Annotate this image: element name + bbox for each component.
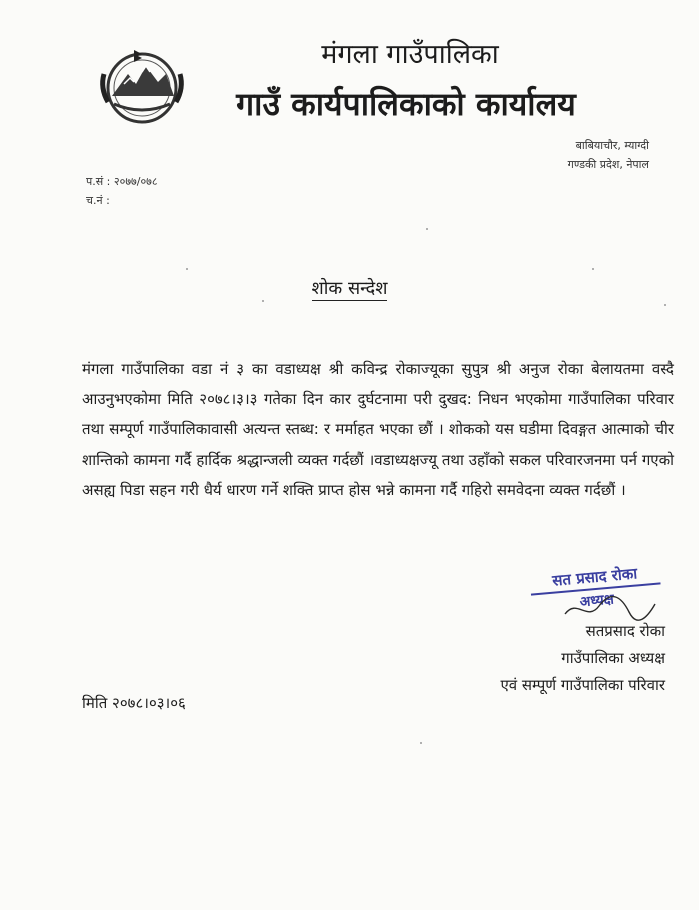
scan-speck [262, 300, 264, 302]
office-address [568, 136, 649, 174]
reference-block [86, 172, 158, 210]
dispatch-number: च.नं : [86, 194, 110, 207]
subject-heading [0, 276, 699, 302]
stamp-title: अध्यक्ष [579, 591, 615, 611]
address-line-2: गण्डकी प्रदेश, नेपाल [567, 158, 649, 171]
office-title-line: गाउँ कार्यपालिकाको कार्यालय [236, 85, 576, 123]
stamp-name: सत प्रसाद रोका [529, 560, 661, 595]
subject-text: शोक सन्देश [311, 278, 388, 299]
address-line-1: बाबियाचौर, म्याग्दी [575, 139, 649, 152]
letter-number: प.सं : २०७७/०७८ [86, 175, 158, 188]
signatory-family: एवं सम्पूर्ण गाउँपालिका परिवार [500, 676, 665, 694]
condolence-body: मंगला गाउँपालिका वडा नं ३ का वडाध्यक्ष श्री कविन्द्र रोकाज्यूका सुपुत्र श्री अनुज रोका बेलायतमा वस्दै आउनुभएकोमा मिति २०७८।३।३ गतेका दिन कार दुर्घटनामा परी दुखद: निधन भएकोमा गाउँपालिका परिवार तथा सम्पूर्ण गाउँपालिकावासी अत्यन्त स्तब्ध: र मर्माहत भएका छौं । शोकको यस घडीमा दिवङ्गत आत्माको चीर शान्तिको कामना गर्दै हार्दिक श्रद्धान्जली व्यक्त गर्दछौं ।वडाध्यक्षज्यू तथा उहाँको सकल परिवारजनमा पर्न गएको असह्य पिडा सहन गरी धैर्य धारण गर्ने शक्ति प्राप्त होस भन्ने कामना गर्दै गहिरो समवेदना व्यक्त गर्दछौं । [82, 360, 674, 499]
scan-speck [186, 268, 188, 270]
signatory-name: सतप्रसाद रोका [585, 622, 665, 640]
scan-speck [592, 268, 594, 270]
letter-date: मिति २०७८।०३।०६ [82, 694, 186, 712]
signature-block [500, 618, 665, 699]
office-name-line: मंगला गाउँपालिका [321, 39, 499, 70]
nepal-government-emblem-icon [94, 44, 190, 124]
scan-speck [664, 304, 666, 306]
scan-speck [420, 742, 422, 744]
scan-speck [426, 228, 428, 230]
signatory-title: गाउँपालिका अध्यक्ष [561, 649, 665, 667]
